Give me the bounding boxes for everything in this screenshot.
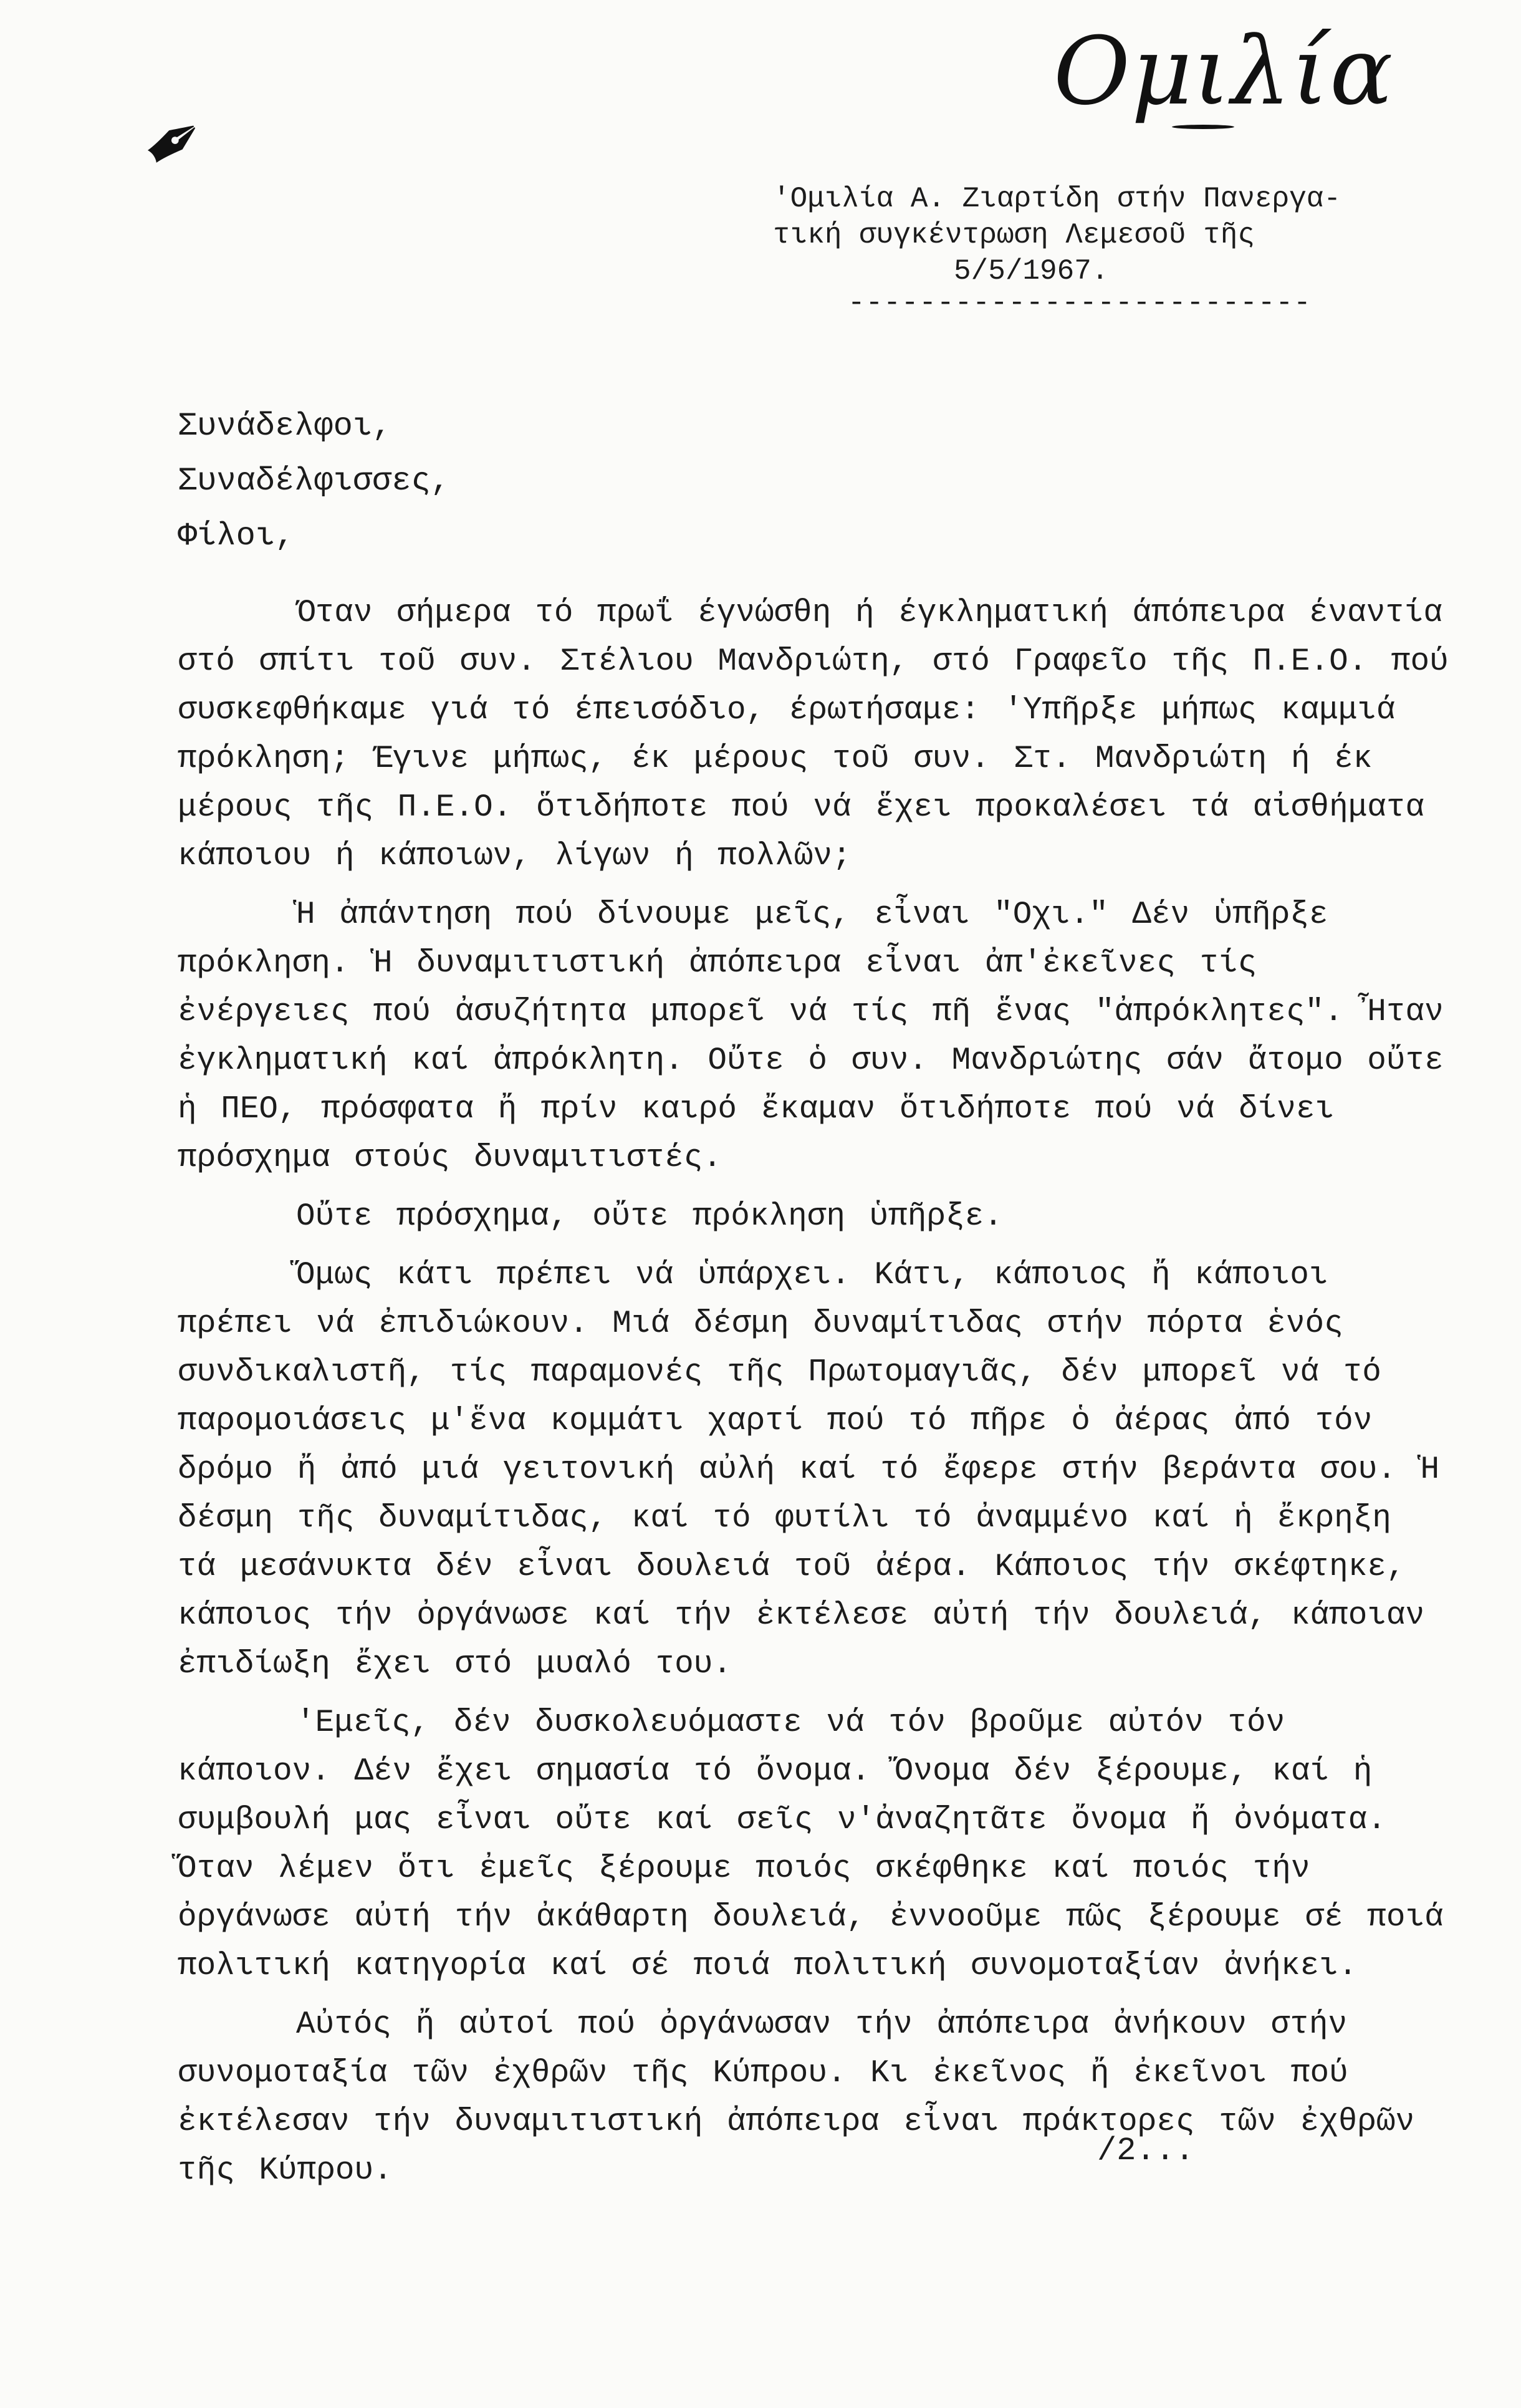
document-heading xyxy=(773,181,1434,289)
page-continuation-marker: /2... xyxy=(1097,2132,1195,2169)
paragraph: Οὔτε πρόσχημα, οὔτε πρόκληση ὑπῆρξε. xyxy=(296,1199,1003,1235)
heading-date: 5/5/1967. xyxy=(954,255,1109,287)
heading-rule: -------------------------- xyxy=(848,287,1312,319)
heading-line-1: 'Ομιλία Α. Ζιαρτίδη στήν Πανεργα- xyxy=(773,183,1341,215)
salutation: Συναδέλφισσες, xyxy=(178,463,450,499)
paragraph: Ἡ ἀπάντηση πού δίνουμε μεῖς, εἶναι "Οχι." Δέν ὑπῆρξε πρόκληση. Ἡ δυναμιτιστική ἀπόπειρα εἶναι ἀπ'ἐκεῖνες τίς ἐνέργειες πού ἀσυζήτητα μπορεῖ νά τίς πῆ ἕνας "ἀπρόκλητες". Ἦταν ἐγκληματική καί ἀπρόκλητη. Οὔτε ὁ συν. Μανδριώτης σάν ἄτομο οὔτε ἡ ΠΕΟ, πρόσφατα ἤ πρίν καιρό ἔκαμαν ὅτιδήποτε πού νά δίνει πρόσχημα στούς δυναμιτιστές. xyxy=(178,897,1444,1176)
paragraph: 'Εμεῖς, δέν δυσκολευόμαστε νά τόν βροῦμε αὐτόν τόν κάποιον. Δέν ἔχει σημασία τό ὄνομα. Ὄνομα δέν ξέρουμε, καί ἡ συμβουλή μας εἶναι οὔτε καί σεῖς ν'ἀναζητᾶτε ὄνομα ἤ ὀνόματα. Ὅταν λέμεν ὅτι ἐμεῖς ξέρουμε ποιός σκέφθηκε καί ποιός τήν ὀργάνωσε αὐτή τήν ἀκάθαρτη δουλειά, ἐννοοῦμε πῶς ξέρουμε σέ ποιά πολιτική κατηγορία καί σέ ποιά πολιτική συνομοταξίαν ἀνήκει. xyxy=(178,1705,1444,1984)
salutations xyxy=(178,399,450,564)
paragraph: Όταν σήμερα τό πρωΐ έγνώσθη ή έγκληματική άπόπειρα έναντία στό σπίτι τοῦ συν. Στέλιου Μανδριώτη, στό Γραφεῖο τῆς Π.Ε.Ο. πού συσκεφθήκαμε γιά τό έπεισόδιο, έρωτήσαμε: 'Υπῆρξε μήπως καμμιά πρόκληση; Έγινε μήπως, έκ μέρους τοῦ συν. Στ. Μανδριώτη ή έκ μέρους τῆς Π.Ε.Ο. ὅτιδήποτε πού νά ἕχει προκαλέσει τά αἰσθήματα κάποιου ή κάποιων, λίγων ή πολλῶν; xyxy=(178,595,1449,874)
salutation: Φίλοι, xyxy=(178,518,295,554)
salutation: Συνάδελφοι, xyxy=(178,408,392,445)
paragraph: Ὅμως κάτι πρέπει νά ὑπάρχει. Κάτι, κάποιος ἤ κάποιοι πρέπει νά ἐπιδιώκουν. Μιά δέσμη δυναμίτιδας στήν πόρτα ἑνός συνδικαλιστῆ, τίς παραμονές τῆς Πρωτομαγιᾶς, δέν μπορεῖ νά τό παρομοιάσεις μ'ἕνα κομμάτι χαρτί πού τό πῆρε ὁ ἀέρας ἀπό τόν δρόμο ἤ ἀπό μιά γειτονική αὐλή καί τό ἔφερε στήν βεράντα σου. Ἡ δέσμη τῆς δυναμίτιδας, καί τό φυτίλι τό ἀναμμένο καί ἡ ἔκρηξη τά μεσάνυκτα δέν εἶναι δουλειά τοῦ ἀέρα. Κάποιος τήν σκέφτηκε, κάποιος τήν ὀργάνωσε καί τήν ἐκτέλεσε αὐτή τήν δουλειά, κάποιαν ἐπιδίωξη ἔχει στό μυαλό του. xyxy=(178,1258,1440,1682)
handwritten-note: Ομιλία xyxy=(1053,17,1394,126)
pen-mark-icon: ✒ xyxy=(124,89,226,197)
document-body xyxy=(178,589,1449,2205)
paragraph: Αὐτός ἤ αὐτοί πού ὀργάνωσαν τήν ἀπόπειρα ἀνήκουν στήν συνομοταξία τῶν ἐχθρῶν τῆς Κύπρου. Κι ἐκεῖνος ἤ ἐκεῖνοι πού ἐκτέλεσαν τήν δυναμιτιστική ἀπόπειρα εἶναι πράκτορες τῶν ἐχθρῶν τῆς Κύπρου. xyxy=(178,2007,1415,2189)
handwritten-underline xyxy=(1172,125,1234,129)
heading-line-2: τική συγκέντρωση Λεμεσοῦ τῆς xyxy=(773,219,1255,251)
